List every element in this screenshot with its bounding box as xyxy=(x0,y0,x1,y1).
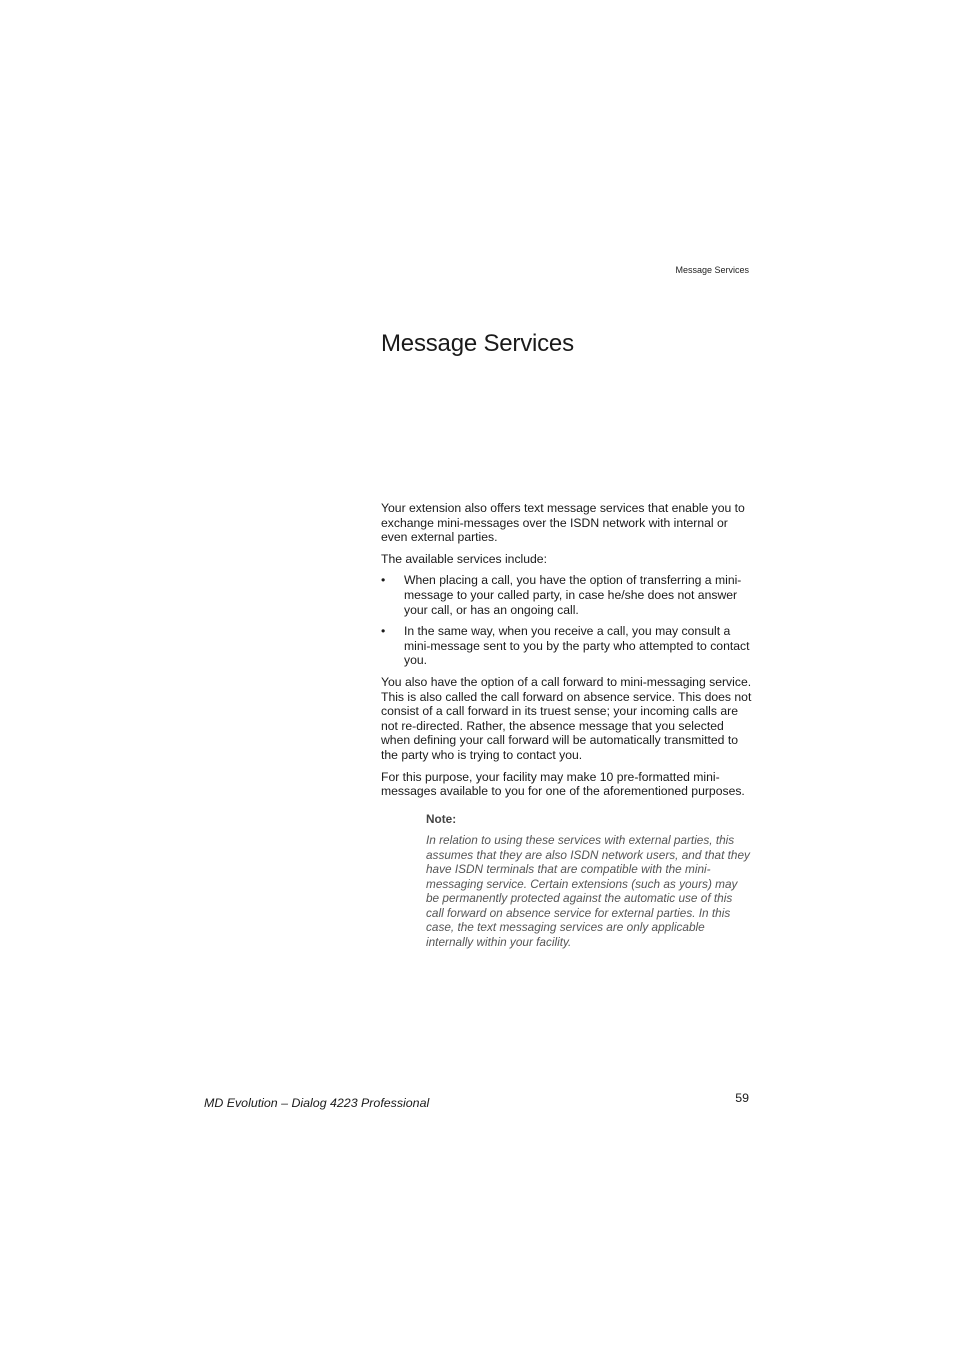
running-header: Message Services xyxy=(675,265,749,275)
bullet-icon: • xyxy=(381,624,386,639)
list-item-text: When placing a call, you have the option of transferring a mini-message to your called party, in case he/she does not answer your call, or has an ongoing call. xyxy=(404,573,742,617)
note-label: Note: xyxy=(426,811,457,826)
note-text: In relation to using these services with external parties, this assumes that they are also ISDN network users, and that they have ISDN terminals that are compatible with the mini-messaging service. Certain extensions (such as yours) may be permanently protected against the automatic use of this call forward on absence service for external parties. In this case, the text messaging services are only applicable internally within your facility. xyxy=(426,833,750,949)
footer-document-title: MD Evolution – Dialog 4223 Professional xyxy=(204,1096,430,1110)
services-intro-paragraph: The available services include: xyxy=(381,551,547,566)
body-text xyxy=(381,501,753,956)
list-item xyxy=(381,624,753,668)
call-forward-paragraph: You also have the option of a call forward to mini-messaging service. This is also called the call forward on absence service. This does not consist of a call forward in its truest sense; your incoming calls are not re-directed. Rather, the absence message that you selected when defining your call forward will be automatically transmitted to the party who is trying to contact you. xyxy=(381,674,752,762)
list-item-text: In the same way, when you receive a call, you may consult a mini-message sent to you by the party who attempted to contact you. xyxy=(404,624,750,668)
intro-paragraph: Your extension also offers text message services that enable you to exchange mini-messages over the ISDN network with internal or even external parties. xyxy=(381,501,745,545)
bullet-icon: • xyxy=(381,573,386,588)
list-item xyxy=(381,573,753,617)
page-number: 59 xyxy=(735,1091,749,1105)
note-box xyxy=(426,812,753,950)
purpose-paragraph: For this purpose, your facility may make 10 pre-formatted mini-messages available to you for one of the aforementioned purposes. xyxy=(381,769,745,799)
services-list xyxy=(381,573,753,668)
page-title: Message Services xyxy=(381,330,574,357)
